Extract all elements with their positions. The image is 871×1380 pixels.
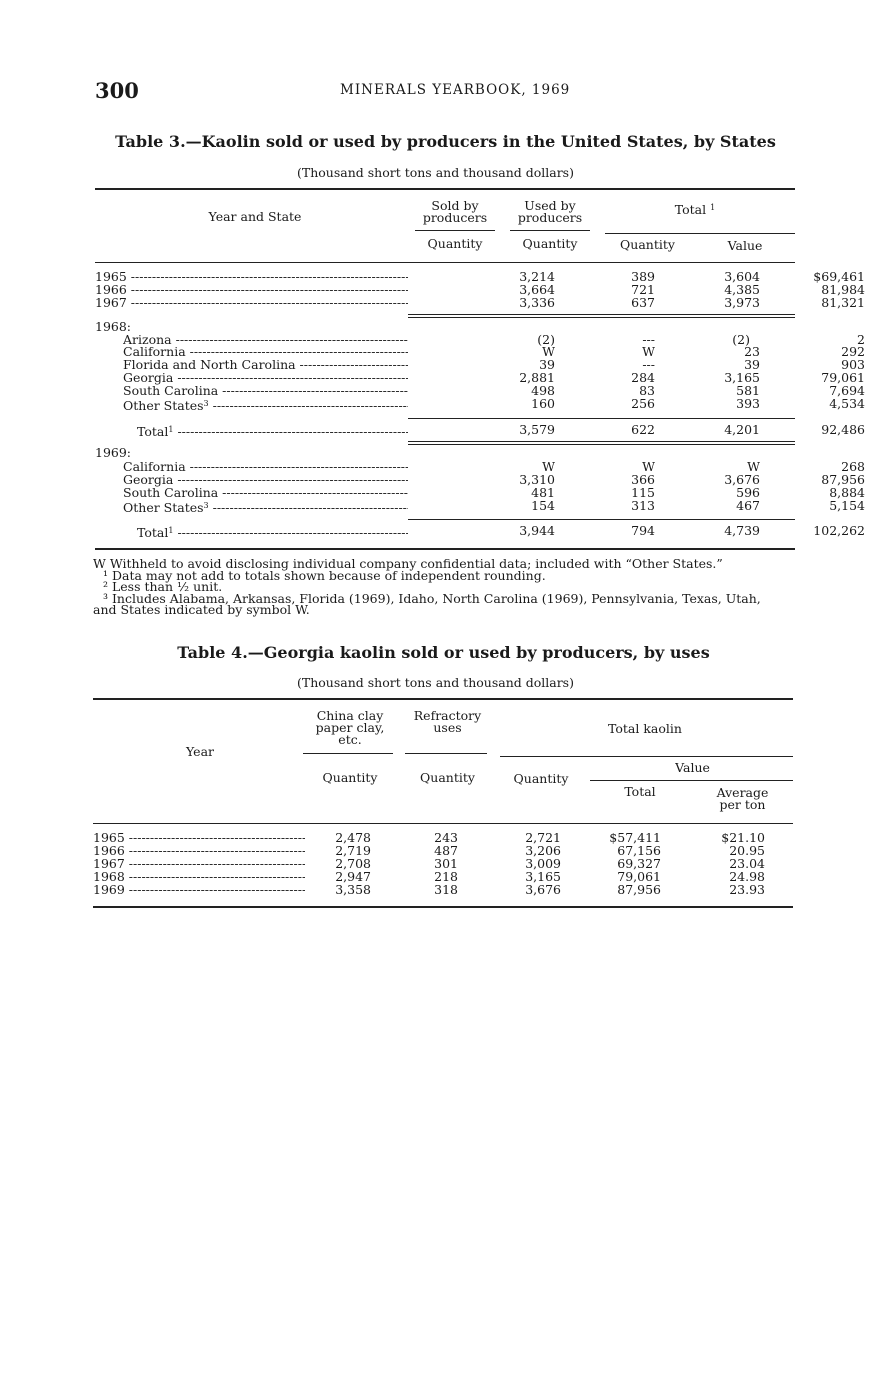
- row-label: [123, 487, 408, 500]
- cell-total-qty: 3,604: [724, 269, 760, 284]
- cell-used: W: [642, 459, 655, 474]
- header-total: [640, 202, 750, 216]
- header-used-quantity: Quantity: [522, 236, 578, 251]
- cell-sold: 39: [539, 357, 555, 372]
- header-total-footnote: 1: [710, 203, 716, 212]
- cell-total-qty: 581: [736, 383, 760, 398]
- table-row: [95, 472, 865, 487]
- cell-total-value: 268: [841, 459, 865, 474]
- cell-sold: 160: [531, 396, 555, 411]
- header-year-state: Year and State: [208, 209, 302, 224]
- cell-used: ---: [642, 332, 655, 347]
- cell-sold: 3,310: [519, 472, 555, 487]
- row-footnote: 1: [168, 526, 174, 535]
- row-label-text: Total: [137, 525, 169, 540]
- row-label: 1969 -----: [93, 884, 305, 897]
- row-label: 1967 -----: [95, 297, 408, 310]
- subtotal-rule: [408, 519, 795, 520]
- row-footnote: 3: [203, 501, 209, 510]
- cell-sold: W: [542, 344, 555, 359]
- total-row-1969: [95, 523, 865, 540]
- cell-total-qty: 4,201: [724, 422, 760, 437]
- cell-used: 313: [631, 498, 655, 513]
- row-label: [137, 525, 408, 540]
- footnote: ³ Includes Alabama, Arkansas, Florida (1969), Idaho, North Carolina (1969), Pennsylvania, Texas, Utah,: [103, 590, 761, 606]
- cell-total-value: 5,154: [829, 498, 865, 513]
- row-label: [137, 424, 408, 439]
- cell-total-value: 81,984: [821, 282, 865, 297]
- header-sold-quantity: Quantity: [427, 236, 483, 251]
- header-china-quantity: Quantity: [322, 770, 378, 785]
- cell-sold: 3,944: [519, 523, 555, 538]
- row-label: 1965 -----: [93, 832, 305, 845]
- cell-average: 23.93: [729, 882, 765, 897]
- cell-average: $21.10: [721, 830, 765, 845]
- table-row: [95, 383, 865, 398]
- cell-value-total: 79,061: [617, 869, 661, 884]
- cell-value-total: $57,411: [609, 830, 661, 845]
- row-label: 1965 -----: [95, 271, 408, 284]
- table-row: [95, 295, 865, 310]
- cell-total-qty: 3,676: [724, 472, 760, 487]
- cell-refractory: 218: [434, 869, 458, 884]
- table-3-bottom-rule: [95, 548, 795, 550]
- table-row: [95, 357, 865, 372]
- header-sold-by-line2: producers: [422, 210, 488, 225]
- table-4-top-rule: [93, 698, 793, 700]
- cell-sold: 154: [531, 498, 555, 513]
- row-label-text: Total: [137, 424, 169, 439]
- cell-total-value: 81,321: [821, 295, 865, 310]
- header-refr-quantity: Quantity: [420, 770, 475, 785]
- header-refr-line1: Refractory: [413, 708, 482, 723]
- header-average-line1: Average: [716, 785, 769, 800]
- cell-total-qty: (2): [732, 332, 750, 347]
- row-label-text: South Carolina: [123, 385, 219, 398]
- table-4-bottom-rule: [93, 906, 793, 908]
- cell-sold: 3,664: [519, 282, 555, 297]
- header-china-line1: China clay: [316, 708, 384, 723]
- cell-sold: 3,214: [519, 269, 555, 284]
- header-sold-rule: [415, 230, 495, 231]
- header-china-clay: [305, 710, 395, 746]
- cell-total-value: 92,486: [821, 422, 865, 437]
- table-row: [95, 459, 865, 474]
- header-china-line2: paper clay,: [315, 720, 385, 735]
- header-bottom-rule: [95, 262, 795, 263]
- table-row: [95, 370, 865, 385]
- header-refractory: [405, 710, 490, 734]
- row-label: 1966 -----: [95, 284, 408, 297]
- cell-total-value: 79,061: [821, 370, 865, 385]
- header-total-quantity: Quantity: [620, 237, 675, 252]
- header-china-rule: [303, 753, 393, 754]
- cell-total-qty: 3,676: [525, 882, 561, 897]
- header-total-rule: [605, 233, 795, 234]
- cell-refractory: 243: [434, 830, 458, 845]
- cell-used: 284: [631, 370, 655, 385]
- cell-used: ---: [642, 357, 655, 372]
- header-refr-rule: [405, 753, 487, 754]
- cell-china: 2,708: [335, 856, 371, 871]
- section-rule: [408, 441, 795, 445]
- cell-used: 637: [631, 295, 655, 310]
- header-value-total: Total: [624, 784, 656, 799]
- cell-sold: 3,336: [519, 295, 555, 310]
- cell-total-qty: 4,739: [724, 523, 760, 538]
- header-year: Year: [186, 744, 214, 759]
- header-used-by-line1: Used by: [524, 198, 576, 213]
- cell-value-total: 87,956: [617, 882, 661, 897]
- table-4-title: Table 4.—Georgia kaolin sold or used by producers, by uses: [177, 643, 710, 662]
- cell-total-value: 2: [857, 332, 865, 347]
- cell-china: 2,478: [335, 830, 371, 845]
- cell-average: 20.95: [729, 843, 765, 858]
- cell-total-value: 292: [841, 344, 865, 359]
- cell-sold: 481: [531, 485, 555, 500]
- cell-total-qty: 393: [736, 396, 760, 411]
- subtotal-rule: [408, 418, 795, 419]
- row-label: 1967 -----: [93, 858, 305, 871]
- cell-total-qty: 3,206: [525, 843, 561, 858]
- row-label-text: California: [123, 346, 186, 359]
- row-label-text: Other States: [123, 398, 204, 413]
- table-row: [95, 396, 865, 413]
- total-row-1968: [95, 422, 865, 439]
- cell-total-value: $69,461: [813, 269, 865, 284]
- cell-china: 2,719: [335, 843, 371, 858]
- header-refr-line2: uses: [433, 720, 462, 735]
- section-heading-1969: 1969:: [95, 445, 132, 460]
- row-label: [123, 398, 408, 413]
- row-footnote: 1: [168, 425, 174, 434]
- cell-total-qty: 596: [736, 485, 760, 500]
- row-label-text: Other States: [123, 500, 204, 515]
- cell-total-qty: 3,165: [525, 869, 561, 884]
- table-3-footnotes: [93, 558, 803, 616]
- cell-refractory: 487: [434, 843, 458, 858]
- cell-sold: 3,579: [519, 422, 555, 437]
- table-3-top-rule: [95, 188, 795, 190]
- cell-sold: 498: [531, 383, 555, 398]
- header-average: [700, 787, 785, 811]
- cell-refractory: 301: [434, 856, 458, 871]
- cell-total-qty: 4,385: [724, 282, 760, 297]
- row-label: 1966 -----: [93, 845, 305, 858]
- row-label-text: Arizona: [123, 334, 172, 347]
- table-3-title: Table 3.—Kaolin sold or used by producers in the United States, by States: [115, 132, 776, 151]
- cell-value-total: 69,327: [617, 856, 661, 871]
- cell-total-qty: 467: [736, 498, 760, 513]
- footnote: and States indicated by symbol W.: [93, 602, 310, 617]
- section-rule: [408, 314, 795, 318]
- cell-total-qty: 3,973: [724, 295, 760, 310]
- running-head: MINERALS YEARBOOK, 1969: [340, 82, 571, 98]
- cell-used: 794: [631, 523, 655, 538]
- header-sold-by-line1: Sold by: [431, 198, 479, 213]
- table-row: [93, 884, 793, 897]
- header-bottom-rule: [93, 823, 793, 824]
- cell-value-total: 67,156: [617, 843, 661, 858]
- cell-total-qty: 2,721: [525, 830, 561, 845]
- cell-refractory: 318: [434, 882, 458, 897]
- header-used-by: [510, 200, 590, 224]
- cell-total-qty: 39: [744, 357, 760, 372]
- header-total-value: Value: [727, 238, 763, 253]
- cell-total-qty: 3,009: [525, 856, 561, 871]
- cell-total-value: 8,884: [829, 485, 865, 500]
- header-value-rule: [590, 780, 793, 781]
- section-heading-1968: 1968:: [95, 319, 132, 334]
- row-label: [123, 359, 408, 372]
- table-row: [95, 282, 865, 297]
- table-row: [95, 344, 865, 359]
- cell-average: 23.04: [729, 856, 765, 871]
- cell-used: 83: [639, 383, 655, 398]
- page-number: 300: [95, 78, 139, 103]
- row-label: [123, 334, 408, 347]
- header-sold-by: [415, 200, 495, 224]
- cell-total-value: 87,956: [821, 472, 865, 487]
- cell-china: 2,947: [335, 869, 371, 884]
- cell-sold: 2,881: [519, 370, 555, 385]
- footnote: ¹ Data may not add to totals shown because of independent rounding.: [103, 567, 546, 583]
- table-4-subtitle: (Thousand short tons and thousand dollars): [297, 675, 574, 690]
- cell-total-qty: 3,165: [724, 370, 760, 385]
- row-label-text: Georgia: [123, 372, 174, 385]
- header-total-quantity: Quantity: [513, 771, 569, 786]
- row-label-text: Florida and North Carolina: [123, 359, 296, 372]
- cell-used: 622: [631, 422, 655, 437]
- row-label-text: Georgia: [123, 474, 174, 487]
- row-label: [123, 474, 408, 487]
- row-label: [123, 346, 408, 359]
- row-label-text: California: [123, 461, 186, 474]
- cell-total-qty: 23: [744, 344, 760, 359]
- cell-sold: (2): [537, 332, 555, 347]
- row-label: [123, 500, 408, 515]
- table-row: [95, 269, 865, 284]
- table-row: [95, 485, 865, 500]
- cell-used: 256: [631, 396, 655, 411]
- header-total-kaolin: Total kaolin: [608, 721, 682, 736]
- row-label: [123, 372, 408, 385]
- row-footnote: 3: [203, 399, 209, 408]
- cell-used: 389: [631, 269, 655, 284]
- cell-total-qty: W: [747, 459, 760, 474]
- row-label-text: South Carolina: [123, 487, 219, 500]
- header-used-by-line2: producers: [517, 210, 583, 225]
- cell-total-value: 102,262: [813, 523, 865, 538]
- cell-sold: W: [542, 459, 555, 474]
- cell-used: 721: [631, 282, 655, 297]
- cell-used: W: [642, 344, 655, 359]
- header-total-kaolin-rule: [500, 756, 793, 757]
- header-value: Value: [675, 760, 710, 775]
- cell-total-value: 903: [841, 357, 865, 372]
- footnote: ² Less than ½ unit.: [103, 579, 223, 594]
- row-label: [123, 385, 408, 398]
- footnote: W Withheld to avoid disclosing individual company confidential data; included with “Other States.”: [93, 556, 723, 571]
- cell-used: 115: [631, 485, 655, 500]
- header-china-line3: etc.: [338, 732, 362, 747]
- header-used-rule: [510, 230, 590, 231]
- header-total-label: Total: [674, 202, 707, 217]
- table-row: [95, 498, 865, 515]
- row-label: [123, 461, 408, 474]
- cell-used: 366: [631, 472, 655, 487]
- table-3-subtitle: (Thousand short tons and thousand dollars): [297, 165, 574, 180]
- row-label: 1968 -----: [93, 871, 305, 884]
- header-average-line2: per ton: [719, 797, 766, 812]
- cell-total-value: 4,534: [829, 396, 865, 411]
- cell-average: 24.98: [729, 869, 765, 884]
- cell-china: 3,358: [335, 882, 371, 897]
- cell-total-value: 7,694: [829, 383, 865, 398]
